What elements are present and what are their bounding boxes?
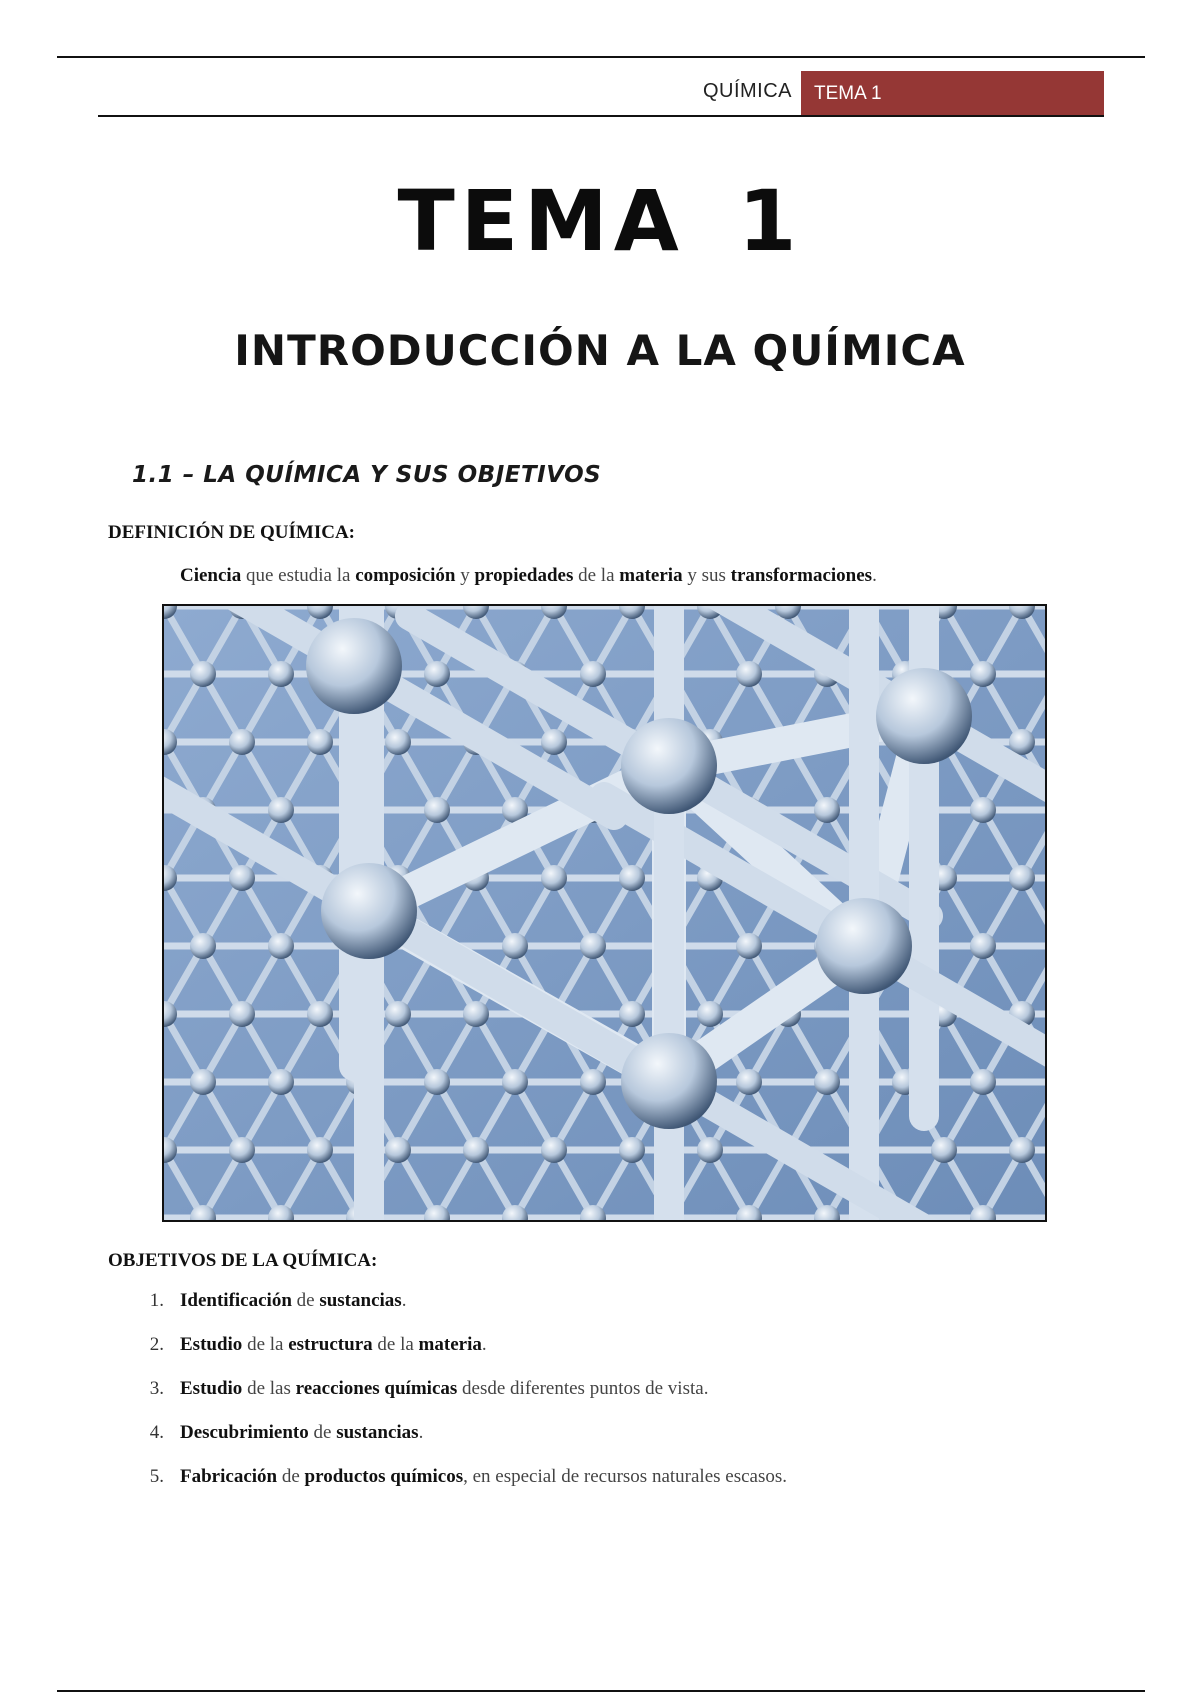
bold-term: Fabricación <box>180 1466 278 1487</box>
lattice-node-back <box>736 1069 762 1095</box>
text-fragment: de la <box>372 1334 419 1355</box>
objective-text <box>180 1290 406 1312</box>
definition-fragment: . <box>872 565 877 586</box>
objective-text <box>180 1378 708 1400</box>
objectives-label: OBJETIVOS DE LA QUÍMICA: <box>108 1250 378 1271</box>
text-fragment: . <box>481 1334 487 1355</box>
lattice-node-back <box>580 1069 606 1095</box>
lattice-node-front <box>876 668 972 764</box>
lattice-node-back <box>970 661 996 687</box>
objective-text <box>180 1334 487 1356</box>
bold-term: materia <box>418 1334 482 1355</box>
lattice-node-back <box>385 1137 411 1163</box>
header-underline <box>98 115 1104 117</box>
lattice-node-back <box>190 661 216 687</box>
lattice-node-back <box>1009 729 1035 755</box>
lattice-node-back <box>424 797 450 823</box>
lattice-node-back <box>307 1137 333 1163</box>
lattice-node-back <box>619 1001 645 1027</box>
lattice-node-back <box>502 1069 528 1095</box>
definition-term-propiedades: propiedades <box>474 565 574 586</box>
lattice-node-back <box>814 1069 840 1095</box>
lattice-node-back <box>229 1001 255 1027</box>
text-fragment: de la <box>242 1334 289 1355</box>
page-subtitle: INTRODUCCIÓN A LA QUÍMICA <box>234 326 966 375</box>
definition-fragment: de la <box>573 565 620 586</box>
lattice-node-back <box>697 1137 723 1163</box>
lattice-node-back <box>268 797 294 823</box>
lattice-node-back <box>502 933 528 959</box>
lattice-node-back <box>736 933 762 959</box>
definition-fragment: y sus <box>682 565 731 586</box>
lattice-node-back <box>619 1137 645 1163</box>
lattice-node-back <box>268 1069 294 1095</box>
header-subject: QUÍMICA <box>702 80 792 102</box>
list-number: 4. <box>149 1422 164 1443</box>
bold-term: sustancias <box>336 1422 419 1443</box>
bold-term: Identificación <box>180 1290 292 1311</box>
lattice-node-back <box>814 797 840 823</box>
definition-term-ciencia: Ciencia <box>180 565 242 586</box>
page-title: TEMA 1 <box>397 172 803 270</box>
bold-term: reacciones químicas <box>295 1378 458 1399</box>
bold-term: Descubrimiento <box>180 1422 309 1443</box>
text-fragment: desde diferentes puntos de vista. <box>457 1378 709 1399</box>
definition-term-transformaciones: transformaciones <box>730 565 873 586</box>
text-fragment: de las <box>242 1378 296 1399</box>
bottom-rule <box>57 1690 1145 1692</box>
molecular-lattice-image <box>162 604 1047 1222</box>
lattice-node-back <box>970 933 996 959</box>
definition-term-composicion: composición <box>355 565 456 586</box>
lattice-node-back <box>268 661 294 687</box>
lattice-node-back <box>736 661 762 687</box>
lattice-node-back <box>385 729 411 755</box>
lattice-node-back <box>229 1137 255 1163</box>
lattice-node-front <box>621 718 717 814</box>
lattice-node-back <box>385 1001 411 1027</box>
text-fragment: . <box>401 1290 407 1311</box>
text-fragment: de <box>308 1422 337 1443</box>
lattice-node-back <box>424 1069 450 1095</box>
lattice-node-back <box>970 1069 996 1095</box>
lattice-node-front <box>321 863 417 959</box>
lattice-node-back <box>307 1001 333 1027</box>
lattice-node-back <box>424 661 450 687</box>
lattice-node-back <box>580 933 606 959</box>
lattice-node-back <box>229 865 255 891</box>
list-number: 2. <box>149 1334 164 1355</box>
lattice-illustration <box>164 606 1045 1220</box>
lattice-node-back <box>970 797 996 823</box>
lattice-node-front <box>306 618 402 714</box>
text-fragment: de <box>291 1290 320 1311</box>
lattice-node-back <box>1009 1137 1035 1163</box>
list-number: 5. <box>149 1466 164 1487</box>
text-fragment: . <box>418 1422 424 1443</box>
lattice-node-back <box>190 933 216 959</box>
bold-term: productos químicos <box>304 1466 464 1487</box>
lattice-node-front <box>816 898 912 994</box>
lattice-node-back <box>541 729 567 755</box>
bold-term: estructura <box>288 1334 373 1355</box>
lattice-node-back <box>697 1001 723 1027</box>
lattice-node-back <box>190 1069 216 1095</box>
lattice-node-back <box>307 729 333 755</box>
definition-text <box>180 565 877 587</box>
lattice-node-front <box>621 1033 717 1129</box>
lattice-node-back <box>541 1137 567 1163</box>
definition-fragment: que estudia la <box>241 565 356 586</box>
lattice-node-back <box>463 1001 489 1027</box>
lattice-node-back <box>1009 865 1035 891</box>
objective-text <box>180 1422 423 1444</box>
section-heading: 1.1 – LA QUÍMICA Y SUS OBJETIVOS <box>132 462 602 488</box>
lattice-node-back <box>931 1137 957 1163</box>
objective-text <box>180 1466 787 1488</box>
list-number: 3. <box>149 1378 164 1399</box>
bold-term: sustancias <box>319 1290 402 1311</box>
lattice-node-back <box>541 865 567 891</box>
lattice-node-back <box>268 933 294 959</box>
list-number: 1. <box>149 1290 164 1311</box>
lattice-node-back <box>463 1137 489 1163</box>
header-topic-chip: TEMA 1 <box>801 71 1104 116</box>
definition-fragment: y <box>455 565 475 586</box>
lattice-node-back <box>619 865 645 891</box>
bold-term: Estudio <box>180 1334 243 1355</box>
lattice-node-back <box>580 661 606 687</box>
lattice-node-back <box>229 729 255 755</box>
definition-label: DEFINICIÓN DE QUÍMICA: <box>108 522 356 543</box>
definition-term-materia: materia <box>619 565 683 586</box>
top-rule <box>57 56 1145 58</box>
text-fragment: de <box>277 1466 305 1487</box>
bold-term: Estudio <box>180 1378 243 1399</box>
text-fragment: , en especial de recursos naturales escasos. <box>463 1466 788 1487</box>
